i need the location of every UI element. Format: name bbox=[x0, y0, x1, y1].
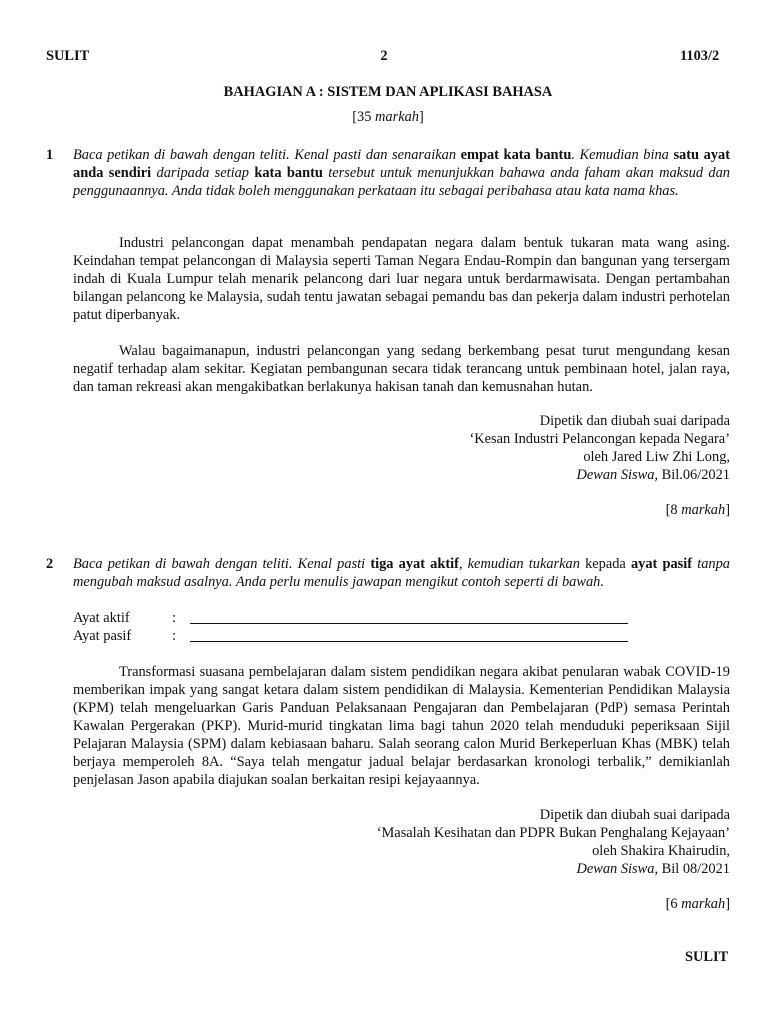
question-2-passage: Transformasi suasana pembelajaran dalam sistem pendidikan negara akibat penularan wabak COVID-19 memberikan impak yang sangat ketara dalam sistem pendidikan di Malaysia. Kementerian Pendidikan Malaysia (KPM) telah mengeluarkan Garis Panduan Pelaksanaan Pengajaran dan Pembelajaran (PdP) semasa Perintah Kawalan Pergerakan (PKP). Murid-murid tingkatan lima bagi tahun 2020 telah menduduki peperiksaan Sijil Pelajaran Malaysia (SPM) dalam kebiasaan baharu. Salah seorang calon Murid Berkeperluan Khas (MBK) telah berjaya memperoleh 8A. “Saya telah mengatur jadual belajar berdasarkan kronologi terbalik,” demikianlah penjelasan Jason apabila diajukan soalan berkaitan resipi kejayaannya. bbox=[73, 664, 730, 788]
question-2-source: Dipetik dan diubah suai daripada ‘Masalah Kesihatan dan PDPR Bukan Penghalang Kejayaan’ oleh Shakira Khairudin, Dewan Siswa, Bil 08/2021 bbox=[376, 807, 730, 877]
question-2-number: 2 bbox=[46, 556, 54, 572]
question-1-passage-paragraph-1: Industri pelancongan dapat menambah pendapatan negara dalam bentuk tukaran mata wang asing. Keindahan tempat pelancongan di Malaysia seperti Taman Negara Endau-Rompin dan bangunan yang tersergam indah di Kuala Lumpur telah menarik pelancong dari luar negara untuk berdarmawisata. Dengan pertambahan bilangan pelancong ke Malaysia, sudah tentu jawatan sebagai pemandu bas dan pekerja dalam industri perhotelan patut diperbanyak. bbox=[73, 235, 730, 323]
question-1-instruction: Baca petikan di bawah dengan teliti. Kenal pasti dan senaraikan empat kata bantu. Kemudian bina satu ayat anda sendiri daripada setiap kata bantu tersebut untuk menunjukkan bahawa anda faham akan maksud dan penggunaannya. Anda tidak boleh menggunakan perkataan itu sebagai peribahasa atau kata nama khas. bbox=[73, 147, 731, 199]
question-1-number: 1 bbox=[46, 147, 54, 163]
section-marks: [35 markah] bbox=[352, 109, 424, 125]
page-number: 2 bbox=[380, 48, 388, 64]
footer-sulit-right: SULIT bbox=[685, 949, 729, 965]
question-1-passage-paragraph-2: Walau bagaimanapun, industri pelancongan yang sedang berkembang pesat turut mengundang kesan negatif terhadap alam sekitar. Kegiatan pembangunan secara tidak terancang untuk pembinaan hotel, jalan raya, dan taman rekreasi akan mengakibatkan berlakunya hakisan tanah dan kemusnahan hutan. bbox=[73, 343, 730, 395]
header-sulit-left: SULIT bbox=[46, 48, 90, 64]
answer-colon-passive: : bbox=[172, 628, 176, 644]
answer-line-passive[interactable] bbox=[190, 641, 628, 642]
answer-line-active[interactable] bbox=[190, 623, 628, 624]
question-1-source: Dipetik dan diubah suai daripada ‘Kesan Industri Pelancongan kepada Negara’ oleh Jared Liw Zhi Long, Dewan Siswa, Bil.06/2021 bbox=[469, 413, 730, 483]
question-1-marks: [8 markah] bbox=[665, 502, 730, 518]
paper-code: 1103/2 bbox=[680, 48, 720, 64]
answer-label-active: Ayat aktif bbox=[73, 610, 130, 626]
question-2-instruction: Baca petikan di bawah dengan teliti. Kenal pasti tiga ayat aktif, kemudian tukarkan kepada ayat pasif tanpa mengubah maksud asalnya. Anda perlu menulis jawapan mengikut contoh seperti di bawah. bbox=[73, 556, 730, 590]
answer-label-passive: Ayat pasif bbox=[73, 628, 132, 644]
section-title: BAHAGIAN A : SISTEM DAN APLIKASI BAHASA bbox=[223, 84, 553, 100]
answer-colon-active: : bbox=[172, 610, 176, 626]
question-2-marks: [6 markah] bbox=[665, 896, 730, 912]
